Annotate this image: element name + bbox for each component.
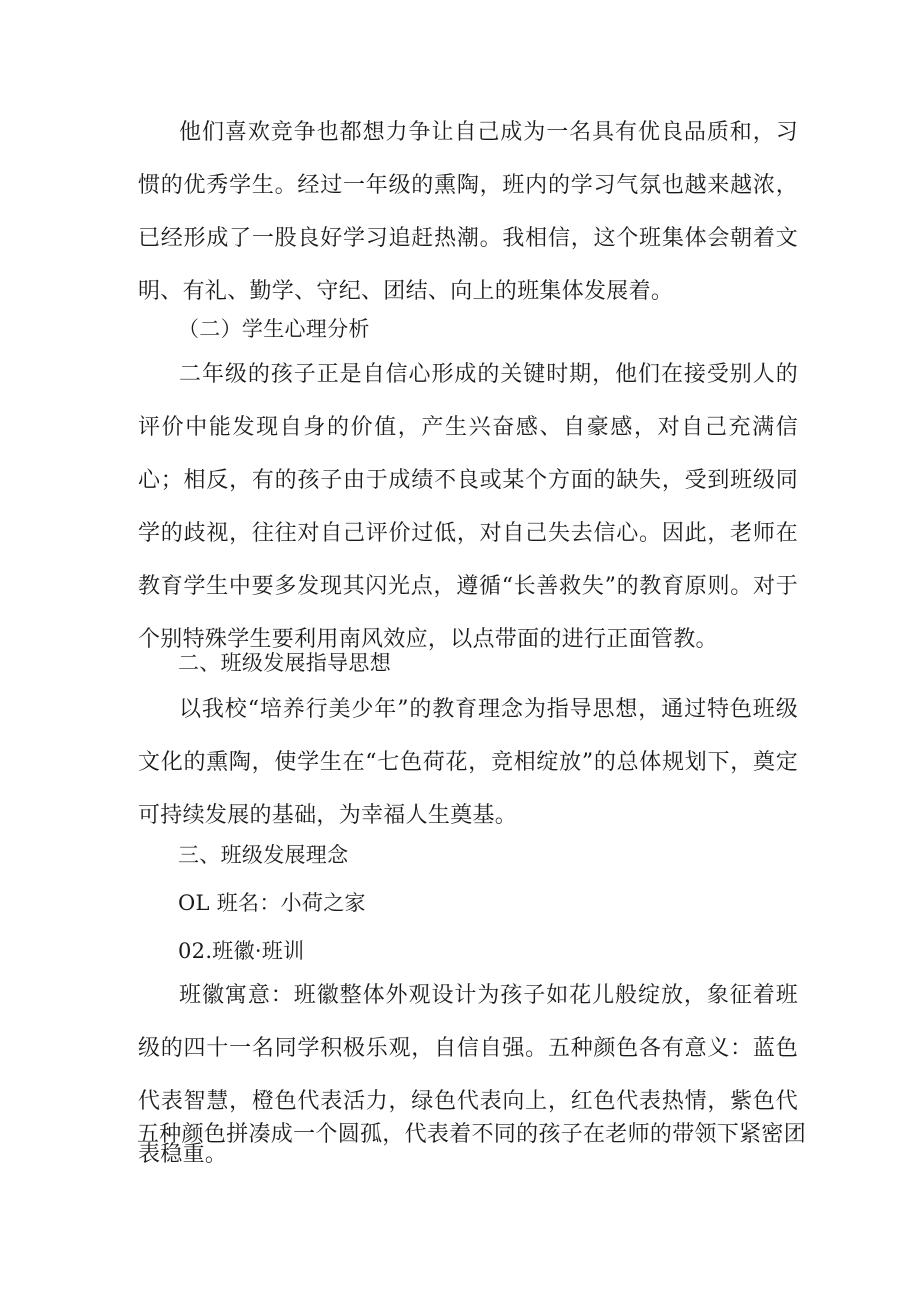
paragraph-five-colors: 五种颜色拼凑成一个圆孤，代表着不同的孩子在老师的带领下紧密团 — [137, 1122, 807, 1147]
list-item-class-emblem-motto: 02.班徽·班训 — [178, 939, 305, 963]
paragraph-student-psychology: 二年级的孩子正是自信心形成的关键时期，他们在接受别人的评价中能发现自身的价值，产生兴奋感、自豪感，对自己充满信心；相反，有的孩子由于成绩不良或某个方面的缺失，受到班级同学的歧视，往往对自己评价过低，对自己失去信心。因此，老师在教育学生中要多发现其闪光点，遵循“长善救失”的教育原则。对于个别特殊学生要利用南风效应，以点带面的进行正面管教。 — [138, 362, 798, 652]
section-heading-guiding-ideology: 二、班级发展指导思想 — [178, 651, 391, 675]
paragraph-guiding-ideology: 以我校“培养行美少年”的教育理念为指导思想，通过特色班级文化的熏陶，使学生在“七色荷花，竞相绽放”的总体规划下，奠定可持续发展的基础，为幸福人生奠基。 — [138, 697, 798, 828]
list-item-class-name: OL 班名：小荷之家 — [178, 891, 366, 915]
section-heading-development-concept: 三、班级发展理念 — [178, 843, 349, 867]
section-heading-student-psychology: （二）学生心理分析 — [178, 317, 370, 341]
paragraph-emblem-meaning: 班徽寓意：班徽整体外观设计为孩子如花儿般绽放，象征着班级的四十一名同学积极乐观，自信自强。五种颜色各有意义：蓝色代表智慧，橙色代表活力，绿色代表向上，红色代表热情，紫色代表稳重。 — [138, 983, 798, 1167]
paragraph-class-atmosphere: 他们喜欢竞争也都想力争让自己成为一名具有优良品质和，习惯的优秀学生。经过一年级的熏陶，班内的学习气氛也越来越浓，已经形成了一股良好学习追赶热潮。我相信，这个班集体会朝着文明、有礼、勤学、守纪、团结、向上的班集体发展着。 — [138, 120, 798, 304]
